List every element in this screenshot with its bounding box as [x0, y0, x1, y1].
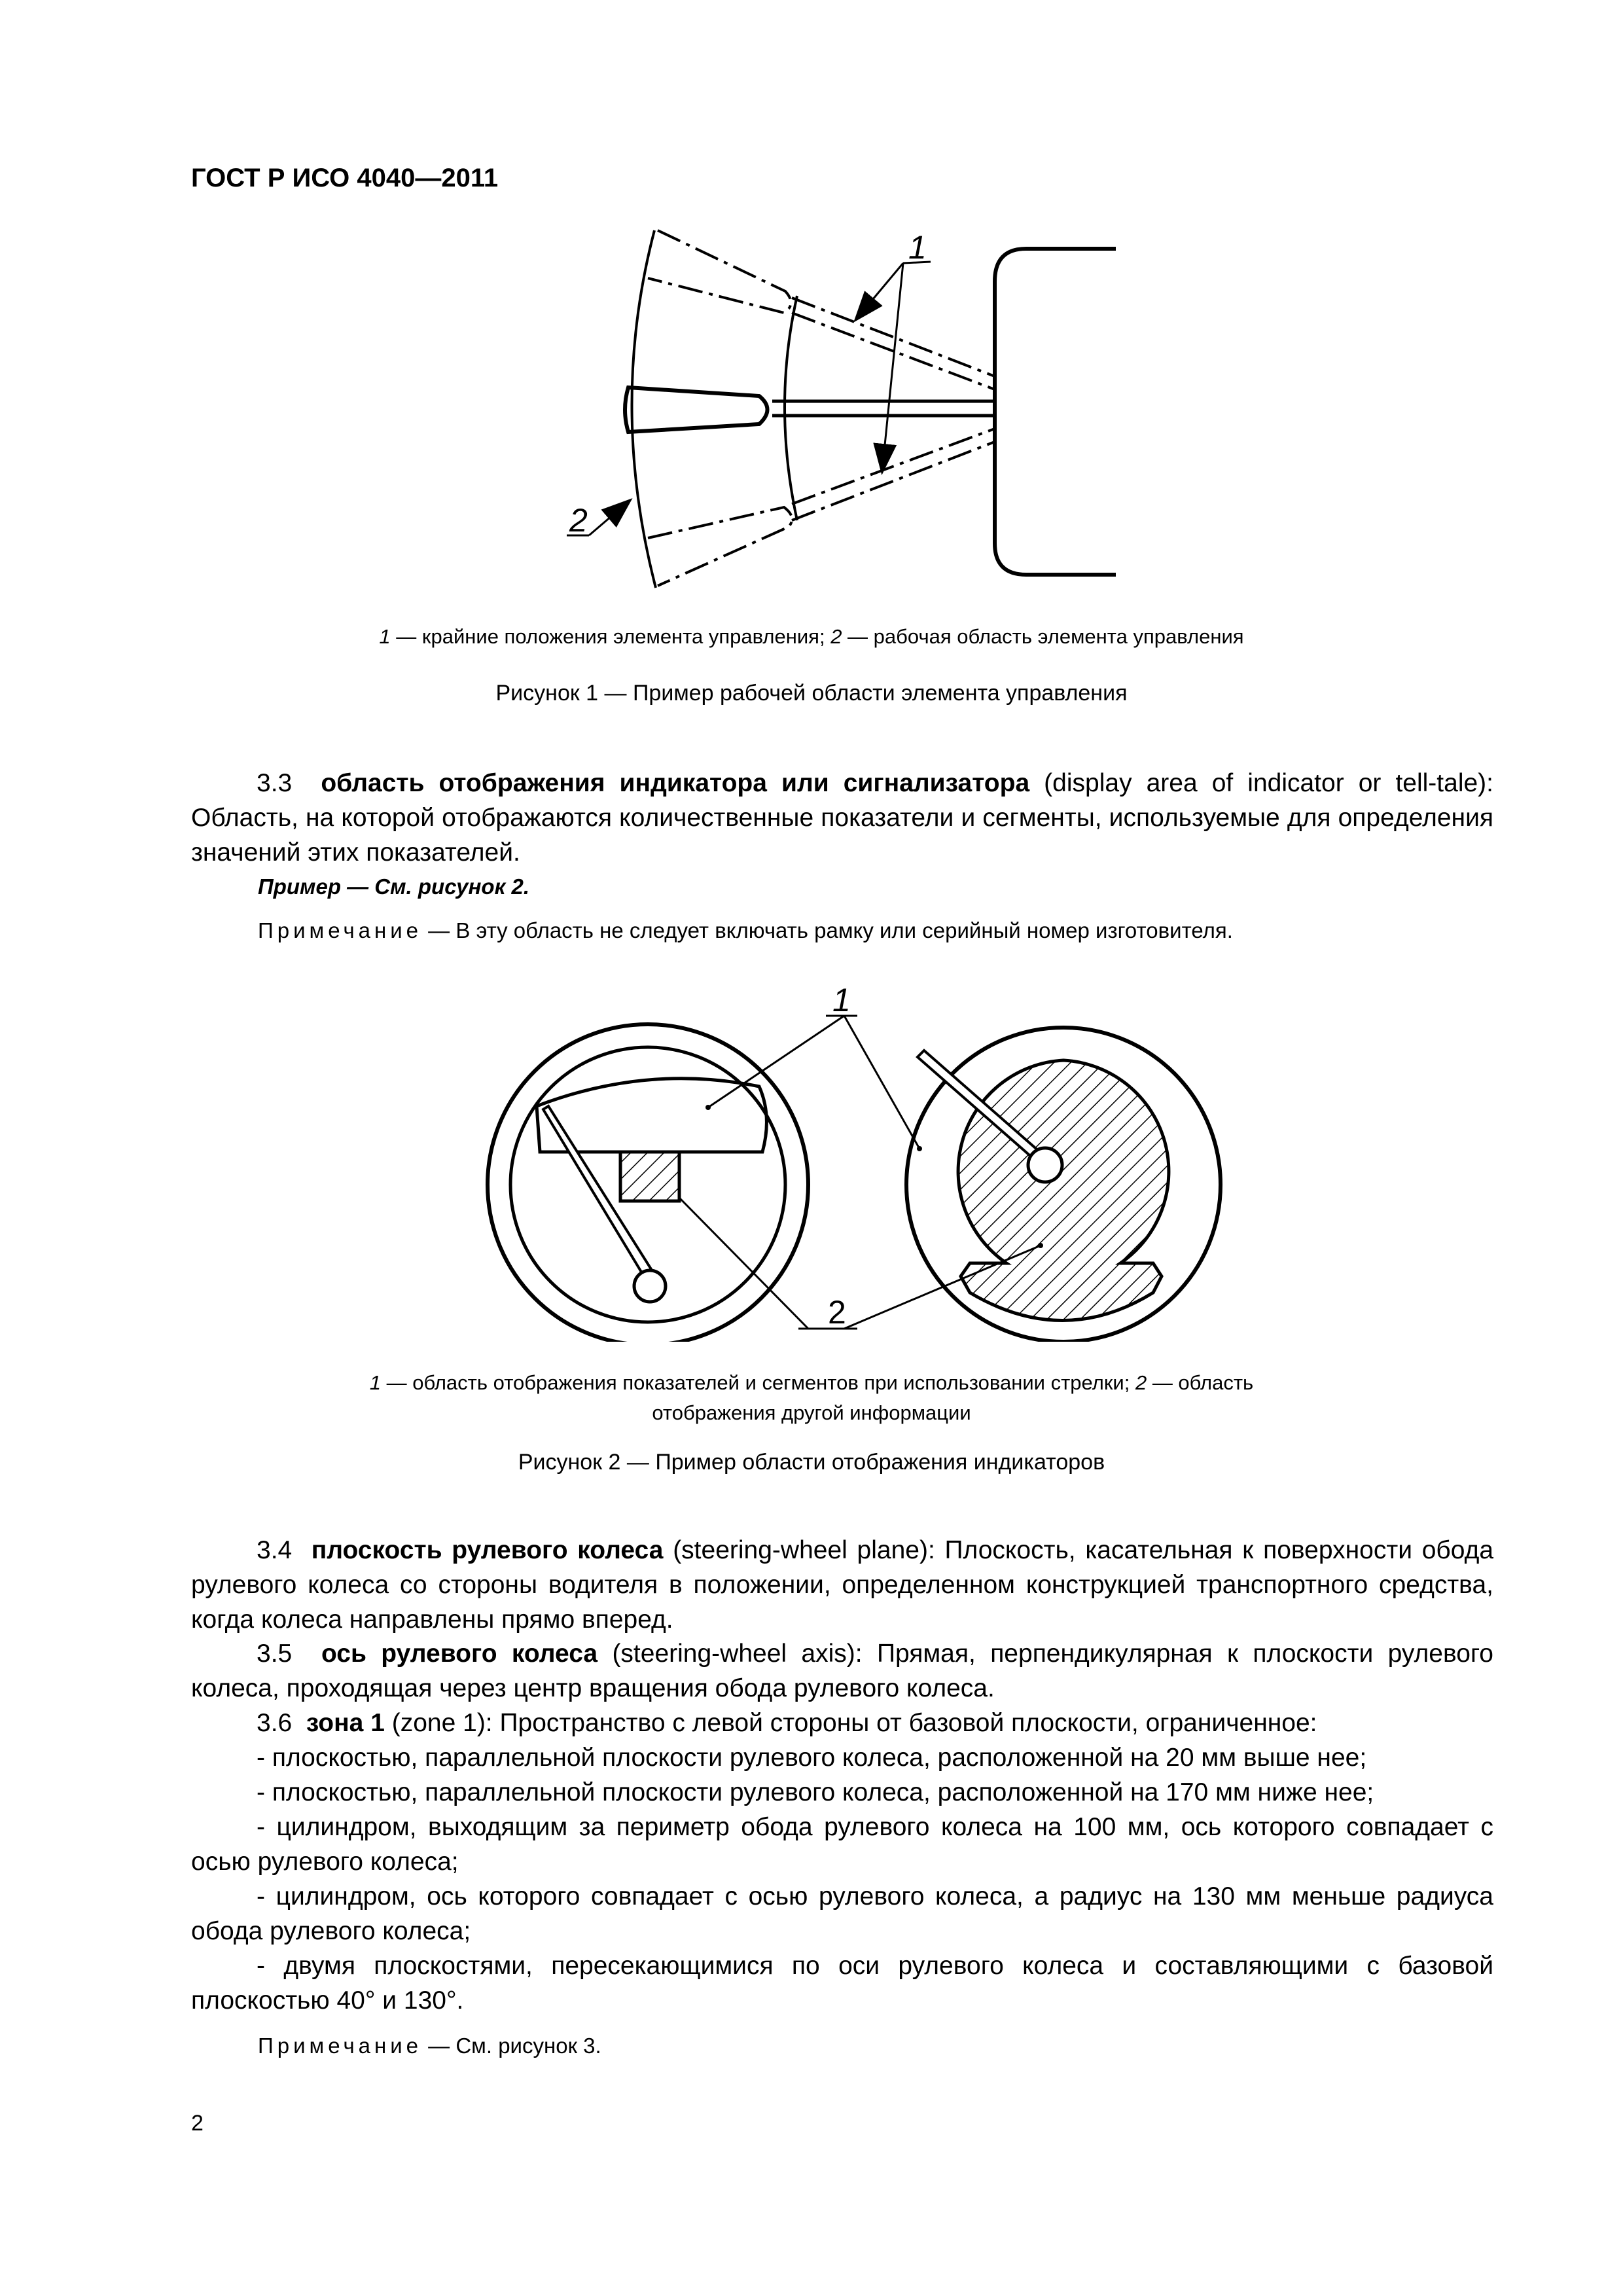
section-3-3: 3.3 область отображения индикатора или сигнализатора (display area of indicator or tell-tale): Область, на которой отображаются количественные показатели и сегменты, используемые для определения значений этих показателей. — [191, 769, 1493, 867]
control-element-center — [625, 387, 768, 432]
control-element-lower — [648, 507, 792, 586]
gauge-right-info-area — [958, 1060, 1169, 1321]
work-area-outer-arc — [632, 230, 656, 588]
figure-2-label-2: 2 — [828, 1294, 846, 1331]
control-element-upper — [648, 230, 791, 313]
figure-2-label-1: 1 — [832, 982, 851, 1018]
figure-1-label-2: 2 — [569, 502, 588, 539]
figure-1-legend: 1 — крайние положения элемента управления; 2 — рабочая область элемента управления — [379, 625, 1244, 648]
work-area-inner-arc — [785, 296, 797, 520]
section-3-4: 3.4 плоскость рулевого колеса (steering-wheel plane): Плоскость, касательная к поверхности обода рулевого колеса со стороны водителя в положении, определенном конструкцией транспортного средства, когда колеса направлены прямо вперед. — [191, 1536, 1494, 1634]
list-item: - цилиндром, ось которого совпадает с осью рулевого колеса, а радиус на 130 мм меньше радиуса обода рулевого колеса; — [191, 1882, 1493, 1945]
list-item: - цилиндром, выходящим за периметр обода рулевого колеса на 100 мм, ось которого совпадает с осью рулевого колеса; — [191, 1813, 1493, 1876]
section-3-6: 3.6 зона 1 (zone 1): Пространство с левой стороны от базовой плоскости, ограниченное: — [257, 1709, 1317, 1737]
figure-2-legend: 1 — область отображения показателей и сегментов при использовании стрелки; 2 — область отображения другой информации — [369, 1371, 1254, 1424]
gauge-left-hub — [634, 1270, 666, 1302]
list-item: - двумя плоскостями, пересекающимися по оси рулевого колеса и составляющими с базовой плоскостью 40° и 130°. — [191, 1952, 1493, 2015]
list-item: - плоскостью, параллельной плоскости рулевого колеса, расположенной на 170 мм ниже нее; — [257, 1778, 1374, 1806]
example-3-3: Пример — См. рисунок 2. — [258, 874, 529, 899]
figure-2-title: Рисунок 2 — Пример области отображения индикаторов — [518, 1450, 1105, 1475]
page-number: 2 — [191, 2111, 204, 2136]
figure-1-title: Рисунок 1 — Пример рабочей области элемента управления — [495, 681, 1128, 706]
figure-1-label-1: 1 — [908, 229, 927, 266]
steering-rim — [995, 249, 1116, 575]
note-3-6: Примечание — См. рисунок 3. — [258, 2034, 601, 2058]
note-3-3: Примечание — В эту область не следует включать рамку или серийный номер изготовителя. — [258, 918, 1233, 942]
section-3-5: 3.5 ось рулевого колеса (steering-wheel axis): Прямая, перпендикулярная к плоскости рулевого колеса, проходящая через центр вращения обода рулевого колеса. — [191, 1640, 1493, 1702]
figure-1-diagram — [556, 216, 1145, 609]
figure-2-diagram — [471, 975, 1230, 1342]
list-item: - плоскостью, параллельной плоскости рулевого колеса, расположенной на 20 мм выше нее; — [257, 1744, 1367, 1772]
document-header: ГОСТ Р ИСО 4040—2011 — [191, 164, 499, 192]
gauge-right-hub — [1028, 1148, 1062, 1182]
gauge-left-info-area — [620, 1152, 679, 1201]
